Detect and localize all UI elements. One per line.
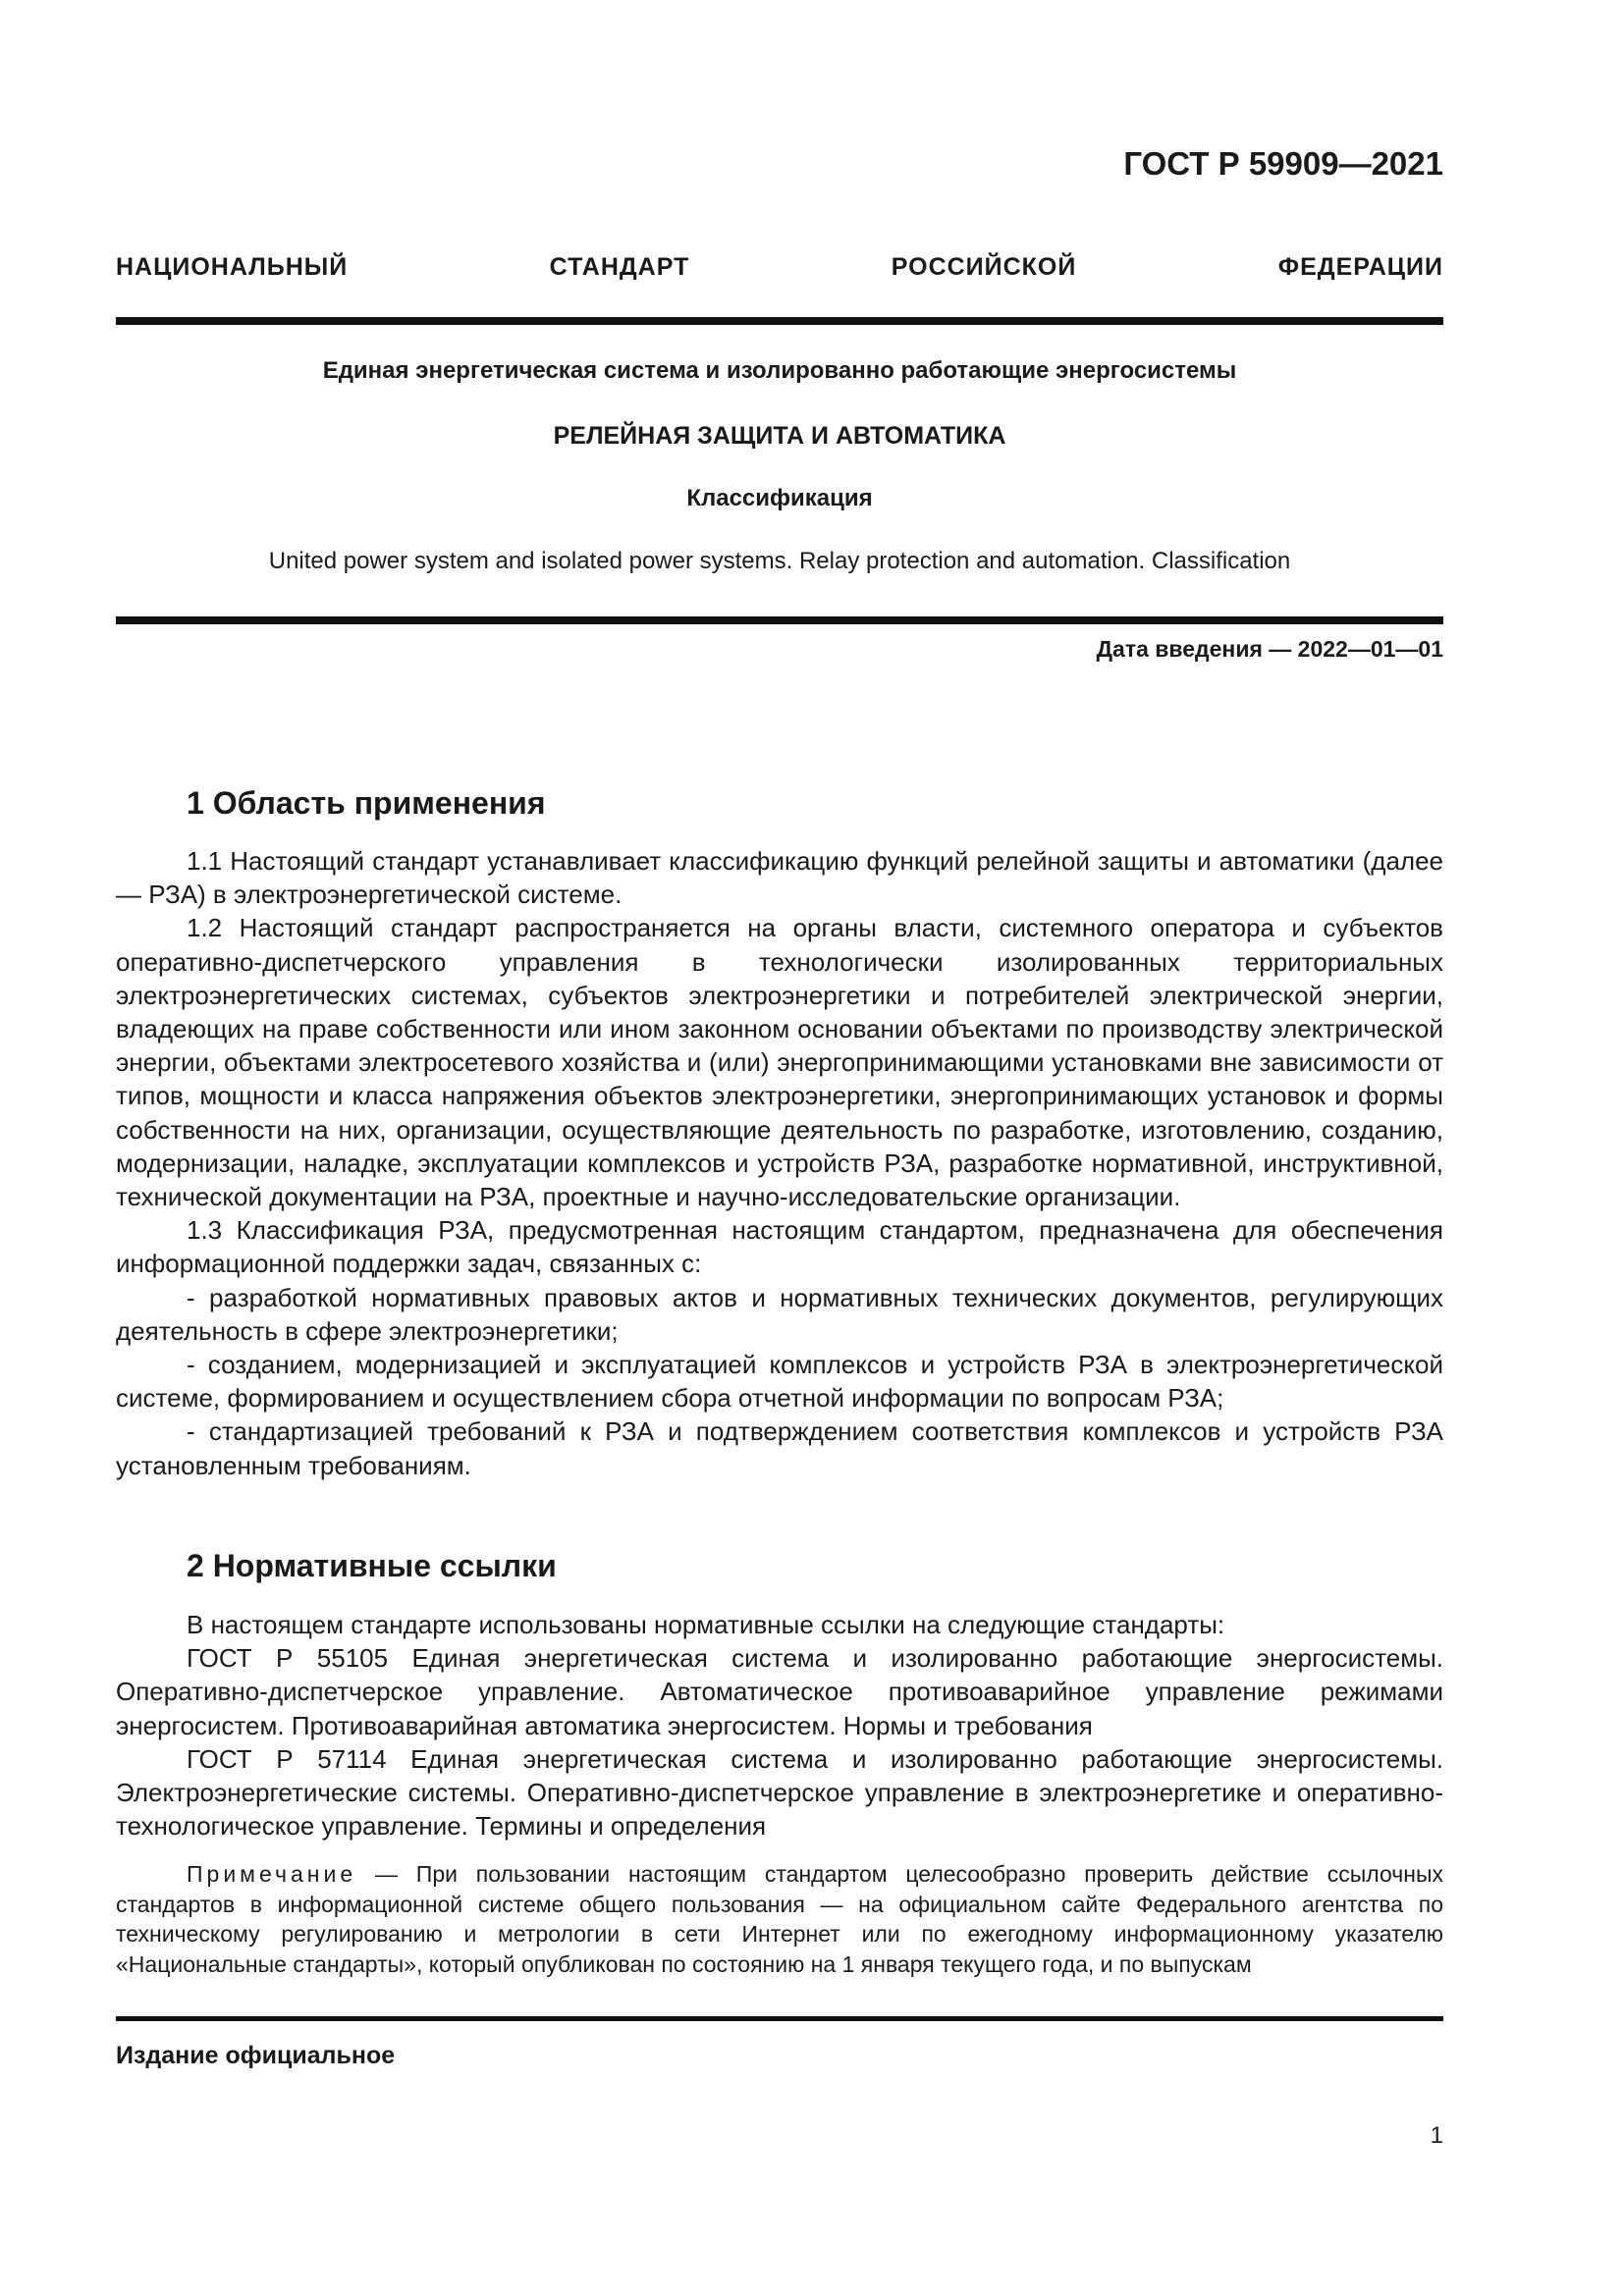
title-english: United power system and isolated power systems. Relay protection and automation. Classification (268, 548, 1291, 574)
title-line-2: РЕЛЕЙНАЯ ЗАЩИТА И АВТОМАТИКА (553, 422, 1006, 450)
divider-bottom (116, 2016, 1443, 2021)
note-text: — При пользовании настоящим стандартом целесообразно проверить действие ссылочных стандартов в информационной системе общего пользования — на официальном сайте Федерального агентства по техническому регулированию и метрологии в сети Интернет или по ежегодному информационному указателю «Национальные стандарты», который опубликован по состоянию на 1 января текущего года, и по выпускам (116, 1861, 1443, 1977)
paragraph: 1.3 Классификация РЗА, предусмотренная настоящим стандартом, предназначена для обеспечения информационной поддержки задач, связанных с: (116, 1215, 1443, 1279)
introduction-date: Дата введения — 2022—01—01 (1096, 636, 1443, 662)
list-item: - созданием, модернизацией и эксплуатацией комплексов и устройств РЗА в электроэнергетической системе, формированием и осуществлением сбора отчетной информации по вопросам РЗА; (116, 1350, 1443, 1414)
section-2-heading: 2 Нормативные ссылки (187, 1548, 557, 1583)
official-edition-label: Издание официальное (116, 2042, 396, 2069)
divider-middle (116, 616, 1443, 624)
paragraph: ГОСТ Р 55105 Единая энергетическая система и изолированно работающие энергосистемы. Оперативно-диспетчерское управление. Автоматическое противоаварийное управление режимами энергосистем. Противоаварийная автоматика энергосистем. Нормы и требования (116, 1643, 1443, 1740)
page-number: 1 (1430, 2122, 1443, 2149)
list-item: - стандартизацией требований к РЗА и подтверждением соответствия комплексов и устройств РЗА установленным требованиям. (116, 1416, 1443, 1480)
title-line-1: Единая энергетическая система и изолированно работающие энергосистемы (322, 357, 1237, 384)
section-1-heading: 1 Область применения (187, 785, 546, 821)
standard-code: ГОСТ Р 59909—2021 (1123, 145, 1443, 182)
paragraph: ГОСТ Р 57114 Единая энергетическая система и изолированно работающие энергосистемы. Электроэнергетические системы. Оперативно-диспетчерское управление в электроэнергетике и оперативно-технологическое управление. Термины и определения (116, 1743, 1443, 1842)
national-standard-banner: НАЦИОНАЛЬНЫЙ СТАНДАРТ РОССИЙСКОЙ ФЕДЕРАЦИИ (116, 253, 1443, 281)
paragraph: 1.2 Настоящий стандарт распространяется на органы власти, системного оператора и субъектов оперативно-диспетчерского управления в технологически изолированных территориальных электроэнергетических системах, субъектов электроэнергетики и потребителей электрической энергии, владеющих на праве собственности или ином законном основании объектами по производству электрической энергии, объектами электросетевого хозяйства и (или) энергопринимающими установками вне зависимости от типов, мощности и класса напряжения объектов электроэнергетики, энергопринимающих установок и формы собственности на них, организации, осуществляющие деятельность по разработке, изготовлению, созданию, модернизации, наладке, эксплуатации комплексов и устройств РЗА, разработке нормативной, инструктивной, технической документации на РЗА, проектные и научно-исследовательские организации. (116, 913, 1443, 1212)
section-1-body (116, 844, 1443, 1482)
section-2-body (116, 1608, 1443, 1842)
paragraph: В настоящем стандарте использованы нормативные ссылки на следующие стандарты: (187, 1610, 1225, 1639)
title-line-3: Классификация (686, 485, 873, 511)
divider-top (116, 317, 1443, 325)
list-item: - разработкой нормативных правовых актов и нормативных технических документов, регулирующих деятельность в сфере электроэнергетики; (116, 1282, 1443, 1346)
paragraph: 1.1 Настоящий стандарт устанавливает классификацию функций релейной защиты и автоматики (далее — РЗА) в электроэнергетической системе. (116, 846, 1443, 910)
note-paragraph (116, 1859, 1443, 1979)
note-label: Примечание (187, 1861, 357, 1887)
note (116, 1859, 1443, 1979)
